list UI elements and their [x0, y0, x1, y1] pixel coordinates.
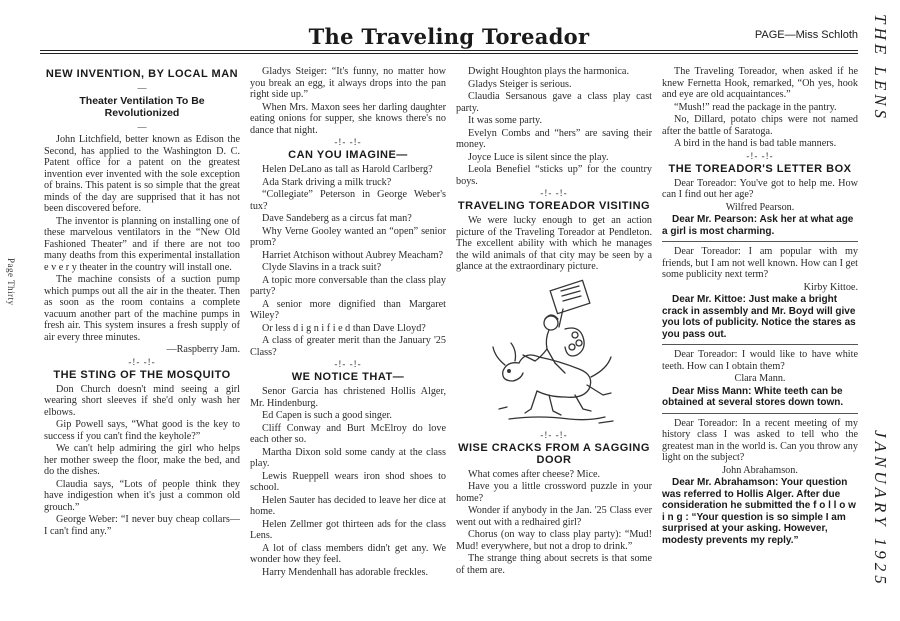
list-item: A senior more dignified than Margaret Wiley?	[250, 298, 446, 321]
letter-text: Dear Toreador: In a recent meeting of my history class I was asked to tell who the greatest man in the world is. Can you throw any light on the subject?	[662, 417, 858, 463]
joke-paragraph: When Mrs. Maxon sees her darling daughter eating onions for supper, she knows there's no dance that night.	[250, 101, 446, 136]
list-item: A topic more conversable than the class play party?	[250, 274, 446, 297]
list-item: Claudia Sersanous gave a class play cast party.	[456, 91, 652, 114]
list-item: Evelyn Combs and “hers” are saving their money.	[456, 127, 652, 150]
article-paragraph: The machine consists of a suction pump which pumps out all the air in the theater. Then as soon as the room contains a complete vacuum another part of the machine pumps in fresh air. This system insures a fresh supply of air every three minutes.	[44, 274, 240, 343]
list-item: Helen Sauter has decided to leave her dice at home.	[250, 494, 446, 517]
letter-signature: Wilfred Pearson.	[725, 201, 795, 213]
section-separator: -!- -!-	[334, 359, 362, 369]
article-paragraph: We were lucky enough to get an action picture of the Traveling Toreador at Pendleton. The excellent ability with which he manages the wild animals of that city may be seen by a glance at the extraordinary picture.	[456, 215, 652, 272]
toreador-bull-cartoon	[479, 277, 629, 427]
divider	[662, 344, 858, 345]
list-item: Leola Benefiel “sticks up” for the country boys.	[456, 164, 652, 187]
column-3	[456, 66, 652, 611]
joke-paragraph: The strange thing about secrets is that some of them are.	[456, 553, 652, 576]
byline: —Raspberry Jam.	[166, 344, 240, 355]
list-item: Lewis Rueppell wears iron shod shoes to school.	[250, 470, 446, 493]
list-item: Or less d i g n i f i e d than Dave Lloyd?	[262, 322, 426, 334]
joke-paragraph: Have you a little crossword puzzle in your home?	[456, 481, 652, 504]
list-item: Dave Sandeberg as a circus fat man?	[262, 213, 412, 224]
list-item: Senor Garcia has christened Hollis Alger, Mr. Hindenburg.	[250, 386, 446, 409]
headline-sting-mosquito: THE STING OF THE MOSQUITO	[53, 368, 231, 381]
joke-paragraph: Wonder if anybody in the Jan. '25 Class ever went out with a redhaired girl?	[456, 505, 652, 528]
letter-signature: Clara Mann.	[734, 373, 786, 384]
headline-dash: —	[137, 83, 147, 93]
letter-signature: Kirby Kittoe.	[803, 281, 858, 293]
headline-letter-box: THE TOREADOR'S LETTER BOX	[668, 162, 852, 175]
headline-wise-cracks: WISE CRACKS FROM A SAGGING DOOR	[458, 441, 650, 466]
page-label: PAGE—Miss Schloth	[754, 29, 858, 41]
article-paragraph: John Litchfield, better known as Edison the Second, has applied to the Washington D. C. Patent office for a patent on the greatest invention ever invented with the sole exception of brains. This patent is so simple that the great minds of the day are supprised that it has not been discovered before.	[44, 134, 240, 214]
letter-text: Dear Toreador: You've got to help me. How can I find out her age?	[662, 177, 858, 200]
joke-paragraph: “Mush!” read the package in the pantry.	[674, 101, 837, 113]
joke-paragraph: We can't help admiring the girl who helps her mother sweep the floor, make the bed, and do the dishes.	[44, 443, 240, 477]
joke-paragraph: George Weber: “I never buy cheap collars—I can't find any.”	[44, 514, 240, 537]
subheadline-ventilation: Theater Ventilation To Be Revolutionized	[79, 95, 205, 119]
masthead-title: The Traveling Toreador	[308, 24, 590, 49]
joke-paragraph: What comes after cheese? Mice.	[468, 468, 601, 480]
letter-answer: Dear Mr. Kittoe: Just make a bright crack in assembly and Mr. Boyd will give you lots of publicity. Notice the stares as you pass out.	[662, 294, 856, 340]
letter-answer: Dear Miss Mann: White teeth can be obtained at several stores down town.	[662, 385, 844, 408]
column-1	[44, 66, 240, 611]
list-item: Ada Stark driving a milk truck?	[262, 176, 392, 188]
list-item: It was some party.	[468, 115, 543, 126]
list-item: “Collegiate” Peterson in George Weber's tux?	[250, 189, 446, 212]
list-item: Helen DeLano as tall as Harold Carlberg?	[262, 164, 433, 175]
list-item: Dwight Houghton plays the harmonica.	[468, 66, 629, 77]
list-item: Joyce Luce is silent since the play.	[468, 151, 609, 163]
letter-answer: Dear Mr. Pearson: Ask her at what age a girl is most charming.	[662, 214, 854, 237]
joke-paragraph: No, Dillard, potato chips were not named after the battle of Saratoga.	[662, 114, 858, 137]
letter-text: Dear Toreador: I would like to have white teeth. How can I obtain them?	[662, 349, 858, 372]
list-item: Gladys Steiger is serious.	[468, 78, 572, 90]
letter-text: Dear Toreador: I am popular with my friends, but I am not well known. How can I get some publicity next term?	[662, 246, 858, 280]
list-item: Cliff Conway and Burt McElroy do love each other so.	[250, 422, 446, 445]
list-item: Ed Capen is such a good singer.	[262, 410, 392, 421]
letter-signature: John Abrahamson.	[722, 464, 798, 476]
headline-toreador-visiting: TRAVELING TOREADOR VISITING	[457, 200, 651, 212]
list-item: Harriet Atchison without Aubrey Meacham?	[262, 249, 444, 261]
masthead	[40, 20, 858, 54]
joke-paragraph: Claudia says, “Lots of people think they have indigestion when it's just a common old grouch.”	[44, 478, 240, 513]
headline-can-you-imagine: CAN YOU IMAGINE—	[288, 149, 408, 161]
joke-paragraph: A bird in the hand is bad table manners.	[674, 138, 837, 149]
letter-answer: Dear Mr. Abrahamson: Your question was referred to Hollis Alger. After due consideration he submitted the f o l l o w i n g : “Your question is so simple I am surprised at your asking. However, modesty prevents my reply.”	[662, 477, 856, 546]
joke-paragraph: The Traveling Toreador, when asked if he knew Fernetta Hook, remarked, “Oh yes, hook and eye are old acquaintances.”	[662, 66, 858, 100]
divider	[662, 241, 858, 242]
masthead-rule-top	[40, 50, 858, 51]
section-separator: -!- -!-	[746, 150, 774, 161]
list-item: Martha Dixon sold some candy at the class play.	[250, 446, 446, 469]
joke-paragraph: Chorus (on way to class play party): “Mud! Mud! everywhere, but not a drop to drink.”	[456, 529, 652, 552]
section-separator: -!- -!-	[540, 429, 568, 440]
list-item: Helen Zellmer got thirteen ads for the class Lens.	[250, 518, 446, 541]
list-item: A class of greater merit than the January '25 Class?	[250, 335, 446, 358]
section-separator: -!- -!-	[540, 188, 568, 198]
issue-date: JANUARY 1925	[871, 430, 890, 588]
divider	[662, 413, 858, 414]
subheadline-dash: —	[137, 122, 147, 132]
list-item: A lot of class members didn't get any. We wonder how they feel.	[250, 542, 446, 565]
headline-new-invention: NEW INVENTION, BY LOCAL MAN	[45, 68, 239, 80]
page-number: Page Thirty	[6, 258, 16, 306]
column-4	[662, 66, 858, 611]
section-separator: -!- -!-	[128, 356, 156, 367]
joke-paragraph: Gip Powell says, “What good is the key to success if you can't find the keyhole?”	[44, 419, 240, 442]
section-separator: -!- -!-	[334, 137, 362, 147]
joke-paragraph: Gladys Steiger: “It's funny, no matter how you break an egg, it always drops into the pan right side up.”	[250, 66, 446, 100]
joke-paragraph: Don Church doesn't mind seeing a girl wearing short sleeves if she'd only wash her elbows.	[44, 383, 240, 418]
side-banner	[866, 14, 896, 607]
article-paragraph: The inventor is planning on installing one of these marvelous ventilators in the “New Old Fashioned Theater” and if there are not too many deaths from this experimental installation e v e r y theater in the country will install one.	[44, 215, 240, 273]
headline-we-notice-that: WE NOTICE THAT—	[291, 371, 405, 383]
list-item: Harry Mendenhall has adorable freckles.	[262, 566, 429, 578]
column-2	[250, 66, 446, 611]
list-item: Why Verne Gooley wanted an “open” senior prom?	[250, 225, 446, 248]
masthead-rule-bottom	[40, 53, 858, 54]
list-item: Clyde Slavins in a track suit?	[262, 262, 382, 273]
lens-title: THE LENS	[871, 14, 890, 123]
